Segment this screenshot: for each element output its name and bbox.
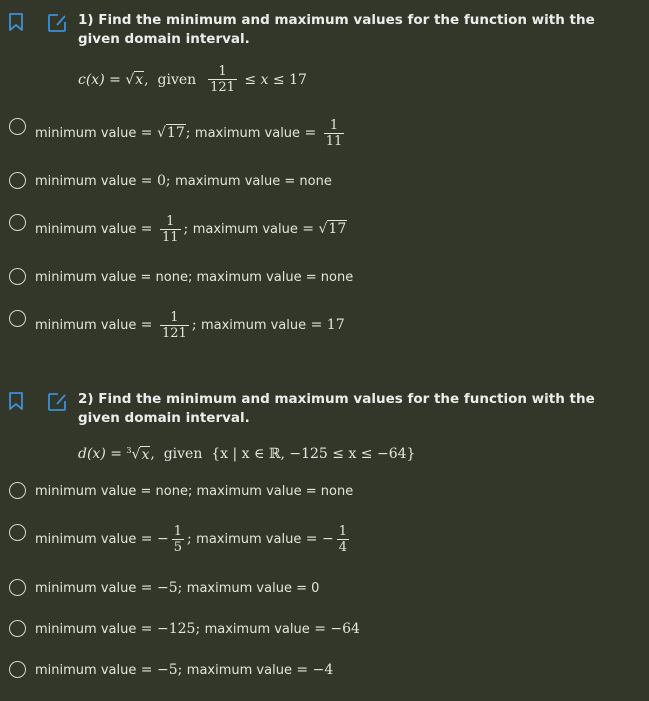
option-text: minimum value = none ; maximum value = none — [35, 269, 354, 285]
given-label: given — [157, 71, 197, 88]
sqrt-expression: √x — [125, 71, 144, 88]
edit-note-icon[interactable] — [47, 392, 67, 412]
radio-button[interactable] — [9, 661, 26, 678]
function-name: d(x) — [78, 446, 106, 463]
question-1 — [0, 11, 649, 351]
question-2 — [0, 390, 649, 690]
domain-lower-fraction: $\frac{1}{121}$ — [210, 64, 235, 95]
radio-button[interactable] — [9, 214, 26, 231]
radio-button[interactable] — [9, 118, 26, 135]
answer-option[interactable] — [0, 171, 649, 191]
domain-set: {x | x ∈ ℝ, −125 ≤ x ≤ −64} — [211, 446, 416, 463]
option-text: minimum value = −5 ; maximum value = −4 — [35, 662, 334, 678]
question-2-header — [0, 390, 649, 430]
given-label: given — [163, 446, 203, 463]
option-text: minimum value = −5 ; maximum value = 0 — [35, 580, 320, 596]
question-1-function: c(x) = √x , given $\frac{1}{121}$ ≤ x ≤ 17 — [78, 64, 307, 95]
edit-note-icon[interactable] — [47, 13, 67, 33]
option-text: minimum value = − $\frac{1}{5}$ ; maximum value = − $\frac{1}{4}$ — [35, 523, 347, 555]
radio-button[interactable] — [9, 620, 26, 637]
radio-button[interactable] — [9, 172, 26, 189]
radio-button[interactable] — [9, 310, 26, 327]
option-text: minimum value = −125 ; maximum value = −64 — [35, 621, 360, 637]
answer-option[interactable] — [0, 578, 649, 598]
option-text: minimum value = $\frac{1}{121}$ ; maximum value = 17 — [35, 309, 345, 341]
radio-button[interactable] — [9, 524, 26, 541]
answer-option[interactable] — [0, 307, 649, 343]
bookmark-icon[interactable] — [8, 13, 24, 31]
question-1-text: 1) Find the minimum and maximum values for the function with the given domain interval. — [78, 12, 595, 47]
option-text: minimum value = $\frac{1}{11}$ ; maximum value = √17 — [35, 213, 347, 245]
answer-option[interactable] — [0, 521, 649, 557]
cbrt-expression: $^3$√x — [126, 446, 150, 463]
question-2-text: 2) Find the minimum and maximum values for the function with the given domain interval. — [78, 391, 595, 426]
question-2-function: d(x) = $^3$√x , given {x | x ∈ ℝ, −125 ≤ x ≤ −64} — [78, 446, 416, 463]
radio-button[interactable] — [9, 482, 26, 499]
answer-option[interactable] — [0, 660, 649, 680]
option-text: minimum value = none ; maximum value = none — [35, 483, 354, 499]
radio-button[interactable] — [9, 268, 26, 285]
bookmark-icon[interactable] — [8, 392, 24, 410]
option-text: minimum value = 0 ; maximum value = none — [35, 173, 332, 189]
answer-option[interactable] — [0, 267, 649, 287]
option-text: minimum value = √17 ; maximum value = $\frac{1}{11}$ — [35, 117, 343, 149]
function-name: c(x) — [78, 71, 105, 88]
answer-option[interactable] — [0, 619, 649, 639]
radio-button[interactable] — [9, 579, 26, 596]
answer-option[interactable] — [0, 481, 649, 501]
question-1-header — [0, 11, 649, 51]
answer-option[interactable] — [0, 211, 649, 247]
answer-option[interactable] — [0, 115, 649, 151]
domain-upper: 17 — [289, 71, 307, 88]
